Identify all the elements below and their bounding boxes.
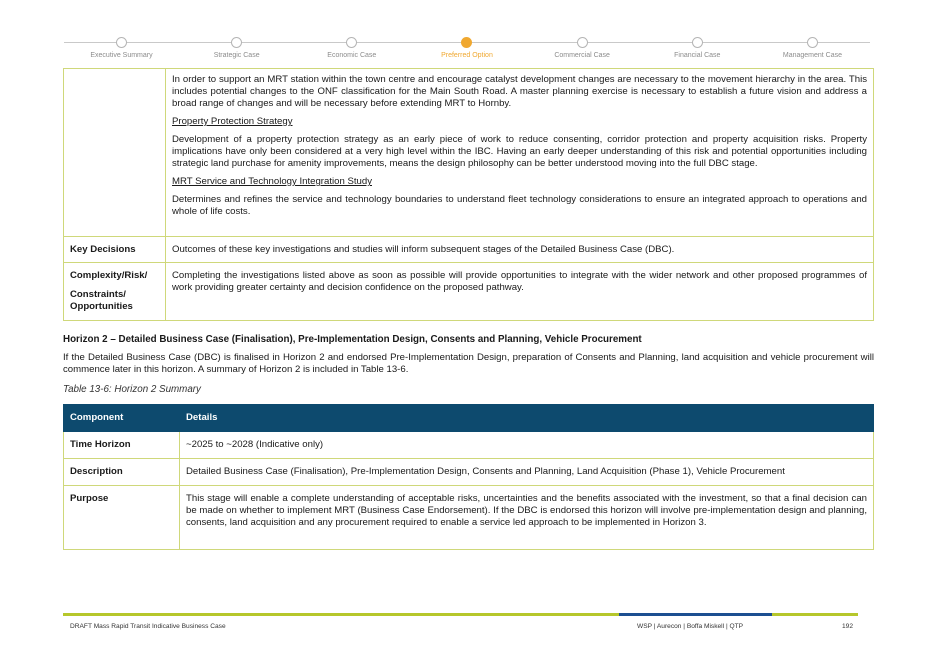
row-text: Detailed Business Case (Finalisation), Pre-Implementation Design, Consents and Planning, Land Acquisition (Phase 1), Vehicle Procurement xyxy=(180,459,874,486)
complexity-text-cell xyxy=(166,263,874,321)
step-dot xyxy=(116,37,127,48)
step-label-active: Preferred Option xyxy=(441,52,493,59)
property-strategy-text: Development of a property protection strategy as an early piece of work to reduce consenting, corridor protection and property acquisition risks. Property implications have only been considered at a very high level within the IBC. Having an early deeper understanding of this risk and potential opportunities including strategic land purchase for amenity improvements, means the design philosophy can be better understood moving into the full DBC stage. xyxy=(172,134,867,169)
step-dot-active xyxy=(461,37,472,48)
step-management-case[interactable] xyxy=(755,36,870,59)
table-caption: Table 13-6: Horizon 2 Summary xyxy=(63,384,201,395)
row-text-cell xyxy=(180,486,874,550)
step-label: Executive Summary xyxy=(90,52,153,59)
intro-paragraph: In order to support an MRT station within the town centre and encourage catalyst development changes are necessary to the movement hierarchy in the area. This includes potential changes to the ONF classification for the Main South Road. A master planning exercise is necessary to establish a future vision and address a broad range of changes and will be necessary before extending MRT to Hornby. xyxy=(172,74,867,109)
row-label: Description xyxy=(64,459,180,486)
horizon2-summary-table xyxy=(63,404,874,550)
step-executive-summary[interactable] xyxy=(64,36,179,59)
section-progress-nav xyxy=(64,36,870,66)
mrt-study-text: Determines and refines the service and technology boundaries to understand fleet technology considerations to ensure an integrated approach to operations and whole of life costs. xyxy=(172,194,867,217)
step-economic-case[interactable] xyxy=(294,36,409,59)
footer-rule-green xyxy=(63,613,619,616)
footer-rule-green-end xyxy=(772,613,858,616)
key-decisions-label: Key Decisions xyxy=(64,237,166,263)
complexity-label-line2: Constraints/ Opportunities xyxy=(70,289,133,312)
row-label: Purpose xyxy=(64,486,180,550)
footer-document-title: DRAFT Mass Rapid Transit Indicative Business Case xyxy=(70,623,226,630)
step-dot xyxy=(346,37,357,48)
step-strategic-case[interactable] xyxy=(179,36,294,59)
table-row xyxy=(64,432,874,459)
table-row xyxy=(64,486,874,550)
step-label: Strategic Case xyxy=(213,52,260,59)
step-commercial-case[interactable] xyxy=(525,36,640,59)
table-row xyxy=(64,263,874,321)
page-number: 192 xyxy=(842,623,854,630)
complexity-text: Completing the investigations listed above as soon as possible will provide opportunities to integrate with the wider network and other proposed programmes of work providing greater certainty and decision confidence on the proposed pathway. xyxy=(172,270,867,293)
header-details: Details xyxy=(180,405,874,432)
step-dot xyxy=(577,37,588,48)
row-text: ~2025 to ~2028 (Indicative only) xyxy=(180,432,874,459)
step-label: Financial Case xyxy=(674,52,721,59)
step-label: Economic Case xyxy=(327,52,377,59)
key-decisions-text: Outcomes of these key investigations and studies will inform subsequent stages of the Detailed Business Case (DBC). xyxy=(166,237,874,263)
step-label: Commercial Case xyxy=(554,52,610,59)
complexity-label-line1: Complexity/Risk/ xyxy=(70,270,148,281)
complexity-label-cell xyxy=(64,263,166,321)
property-strategy-heading: Property Protection Strategy xyxy=(172,116,293,127)
step-preferred-option[interactable] xyxy=(409,36,524,59)
step-dot xyxy=(231,37,242,48)
footer-authors: WSP | Aurecon | Boffa Miskell | QTP xyxy=(637,623,744,630)
table-cell-empty xyxy=(64,69,166,237)
row-label: Time Horizon xyxy=(64,432,180,459)
table-row xyxy=(64,237,874,263)
mrt-study-heading: MRT Service and Technology Integration Study xyxy=(172,176,372,187)
step-dot xyxy=(807,37,818,48)
table-row xyxy=(64,69,874,237)
table-cell-details xyxy=(166,69,874,237)
horizon2-paragraph: If the Detailed Business Case (DBC) is finalised in Horizon 2 and endorsed Pre-Implementation Design, preparation of Consents and Planning, land acquisition and vehicle procurement will commence later in this horizon. A summary of Horizon 2 is included in Table 13-6. xyxy=(63,352,874,375)
step-financial-case[interactable] xyxy=(640,36,755,59)
horizon2-heading: Horizon 2 – Detailed Business Case (Finalisation), Pre-Implementation Design, Consents and Planning, Vehicle Procurement xyxy=(63,334,642,345)
row-text: This stage will enable a complete understanding of acceptable risks, uncertainties and the benefits associated with the investment, so that a final decision can be made on whether to implement MRT (Business Case Endorsement). If the DBC is endorsed this horizon will involve pre-implementation design and planning, consents, land acquisition and any procurement required to enable a service led approach to be implemented in Horizon 3. xyxy=(186,493,867,528)
horizon1-table-continued xyxy=(63,68,874,321)
step-dot xyxy=(692,37,703,48)
step-label: Management Case xyxy=(782,52,843,59)
footer-rule-blue xyxy=(619,613,772,616)
header-component: Component xyxy=(64,405,180,432)
table-row xyxy=(64,459,874,486)
table-header-row xyxy=(64,405,874,432)
